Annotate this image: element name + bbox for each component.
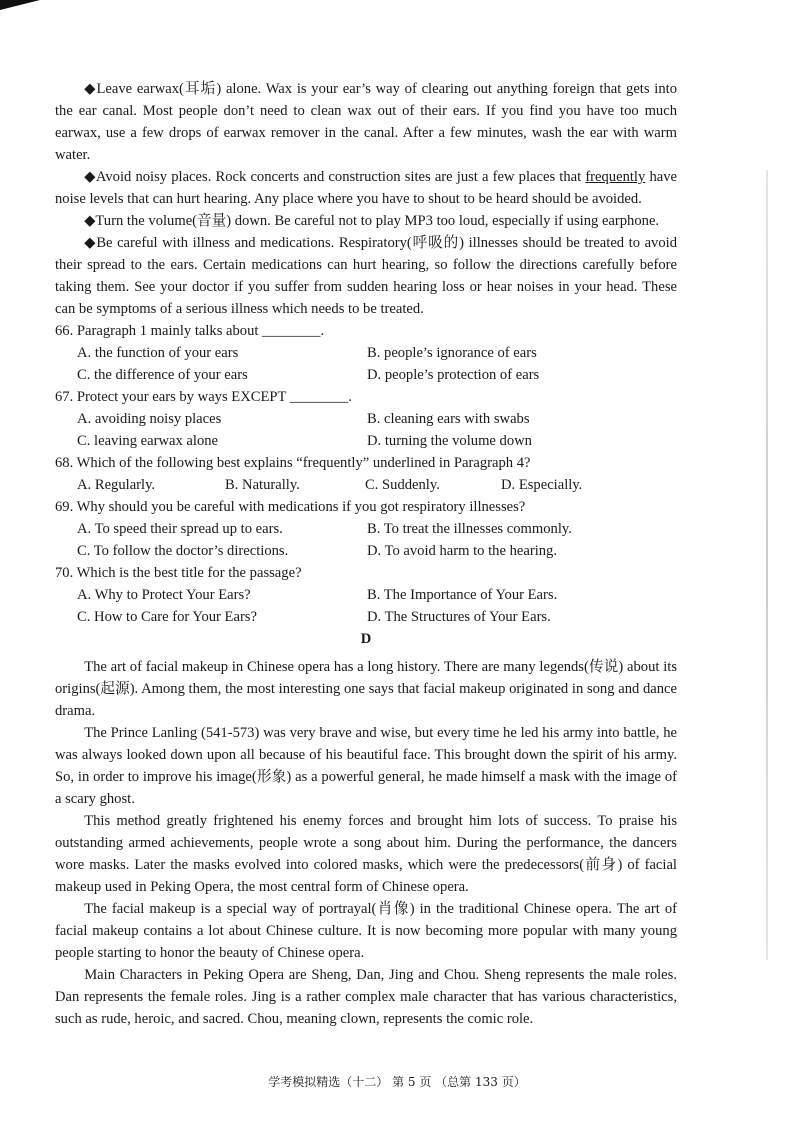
option-b: B. people’s ignorance of ears (367, 345, 537, 361)
option-grid (55, 342, 677, 386)
passage-c-paragraph-4: ◆Be careful with illness and medications. Respiratory(呼吸的) illnesses should be treated to avoid their spread to the ears. Certain medications can hurt hearing, so follow the directions carefully before taking them. See your doctor if you suffer from sudden hearing loss or hear noises in your head. These can be symptoms of a serious illness which needs to be treated. (55, 235, 677, 317)
option-a: A. Why to Protect Your Ears? (77, 587, 251, 603)
option-b: B. The Importance of Your Ears. (367, 587, 558, 603)
option-a: A. To speed their spread up to ears. (77, 521, 283, 537)
question-69 (55, 496, 677, 562)
option-grid (55, 408, 677, 452)
option-b: B. cleaning ears with swabs (367, 411, 530, 427)
paragraph-2-start: ◆Avoid noisy places. Rock concerts and construction sites are just a few places that (84, 169, 586, 185)
option-c: C. To follow the doctor’s directions. (77, 543, 289, 559)
page-footer: 学考模拟精选（十二） 第 5 页 （总第 133 页） (268, 1075, 526, 1089)
section-d-paragraph-5: Main Characters in Peking Opera are Sheng, Dan, Jing and Chou. Sheng represents the male roles. Dan represents the female roles. Jing is a rather complex male character that has various characteristics, such as rude, heroic, and sacred. Chou, meaning clown, represents the comic role. (55, 967, 677, 1027)
option-grid (55, 518, 677, 562)
section-d-paragraph-1: The art of facial makeup in Chinese opera has a long history. There are many legends(传说) about its origins(起源). Among them, the most interesting one says that facial makeup originated in song and dance drama. (55, 659, 677, 719)
option-c: C. the difference of your ears (77, 367, 248, 383)
passage-c-paragraph-2 (55, 166, 677, 210)
scan-corner-mark (0, 0, 40, 10)
section-d-heading: D (360, 631, 372, 647)
question-stem: 69. Why should you be careful with medications if you got respiratory illnesses? (55, 499, 526, 515)
section-d-paragraph-2: The Prince Lanling (541-573) was very brave and wise, but every time he led his army into battle, he was always looked down upon all because of his beautiful face. This brought down the spirit of his army. So, in order to improve his image(形象) as a powerful general, he made himself a mask with the image of a scary ghost. (55, 725, 677, 807)
option-row (55, 474, 677, 496)
question-stem: 68. Which of the following best explains “frequently” underlined in Paragraph 4? (55, 455, 531, 471)
option-grid (55, 584, 677, 628)
document-page (55, 78, 677, 1030)
option-c: C. leaving earwax alone (77, 433, 219, 449)
paragraph-2-end: have noise levels that can hurt hearing. Any place where you have to shout to be heard should be avoided. (55, 169, 677, 207)
option-b: B. To treat the illnesses commonly. (367, 521, 572, 537)
option-a: A. Regularly. (77, 477, 156, 493)
underlined-word-frequently: frequently (585, 169, 646, 185)
option-c: C. Suddenly. (365, 477, 440, 493)
option-d: D. Especially. (501, 477, 583, 493)
option-d: D. The Structures of Your Ears. (367, 609, 551, 625)
question-66 (55, 320, 677, 386)
question-70 (55, 562, 677, 628)
question-68 (55, 452, 677, 496)
scan-edge-line (766, 170, 768, 960)
option-a: A. the function of your ears (77, 345, 239, 361)
option-d: D. people’s protection of ears (367, 367, 540, 383)
passage-c-paragraph-3: ◆Turn the volume(音量) down. Be careful not to play MP3 too loud, especially if using earphone. (84, 213, 660, 229)
question-67 (55, 386, 677, 452)
passage-c-paragraph-1: ◆Leave earwax(耳垢) alone. Wax is your ear’s way of clearing out anything foreign that gets into the ear canal. Most people don’t need to clean wax out of their ears. If you find you have too much earwax, use a few drops of earwax remover in the canal. After a few minutes, wash the ear with warm water. (55, 81, 677, 163)
option-b: B. Naturally. (225, 477, 300, 493)
question-stem: 66. Paragraph 1 mainly talks about ________. (55, 323, 325, 339)
question-stem: 67. Protect your ears by ways EXCEPT ________. (55, 389, 352, 405)
option-d: D. turning the volume down (367, 433, 532, 449)
option-d: D. To avoid harm to the hearing. (367, 543, 558, 559)
section-d-paragraph-3: This method greatly frightened his enemy forces and brought him lots of success. To praise his outstanding armed achievements, people wrote a song about him. During the performance, the dancers wore masks. Later the masks evolved into colored masks, which were the predecessors(前身) of facial makeup used in Peking Opera, the most central form of Chinese opera. (55, 813, 677, 895)
section-d-paragraph-4: The facial makeup is a special way of portrayal(肖像) in the traditional Chinese opera. The art of facial makeup contains a lot about Chinese culture. It is now becoming more popular with many young people starting to honor the beauty of Chinese opera. (55, 901, 677, 961)
option-a: A. avoiding noisy places (77, 411, 222, 427)
option-c: C. How to Care for Your Ears? (77, 609, 257, 625)
question-stem: 70. Which is the best title for the passage? (55, 565, 302, 581)
